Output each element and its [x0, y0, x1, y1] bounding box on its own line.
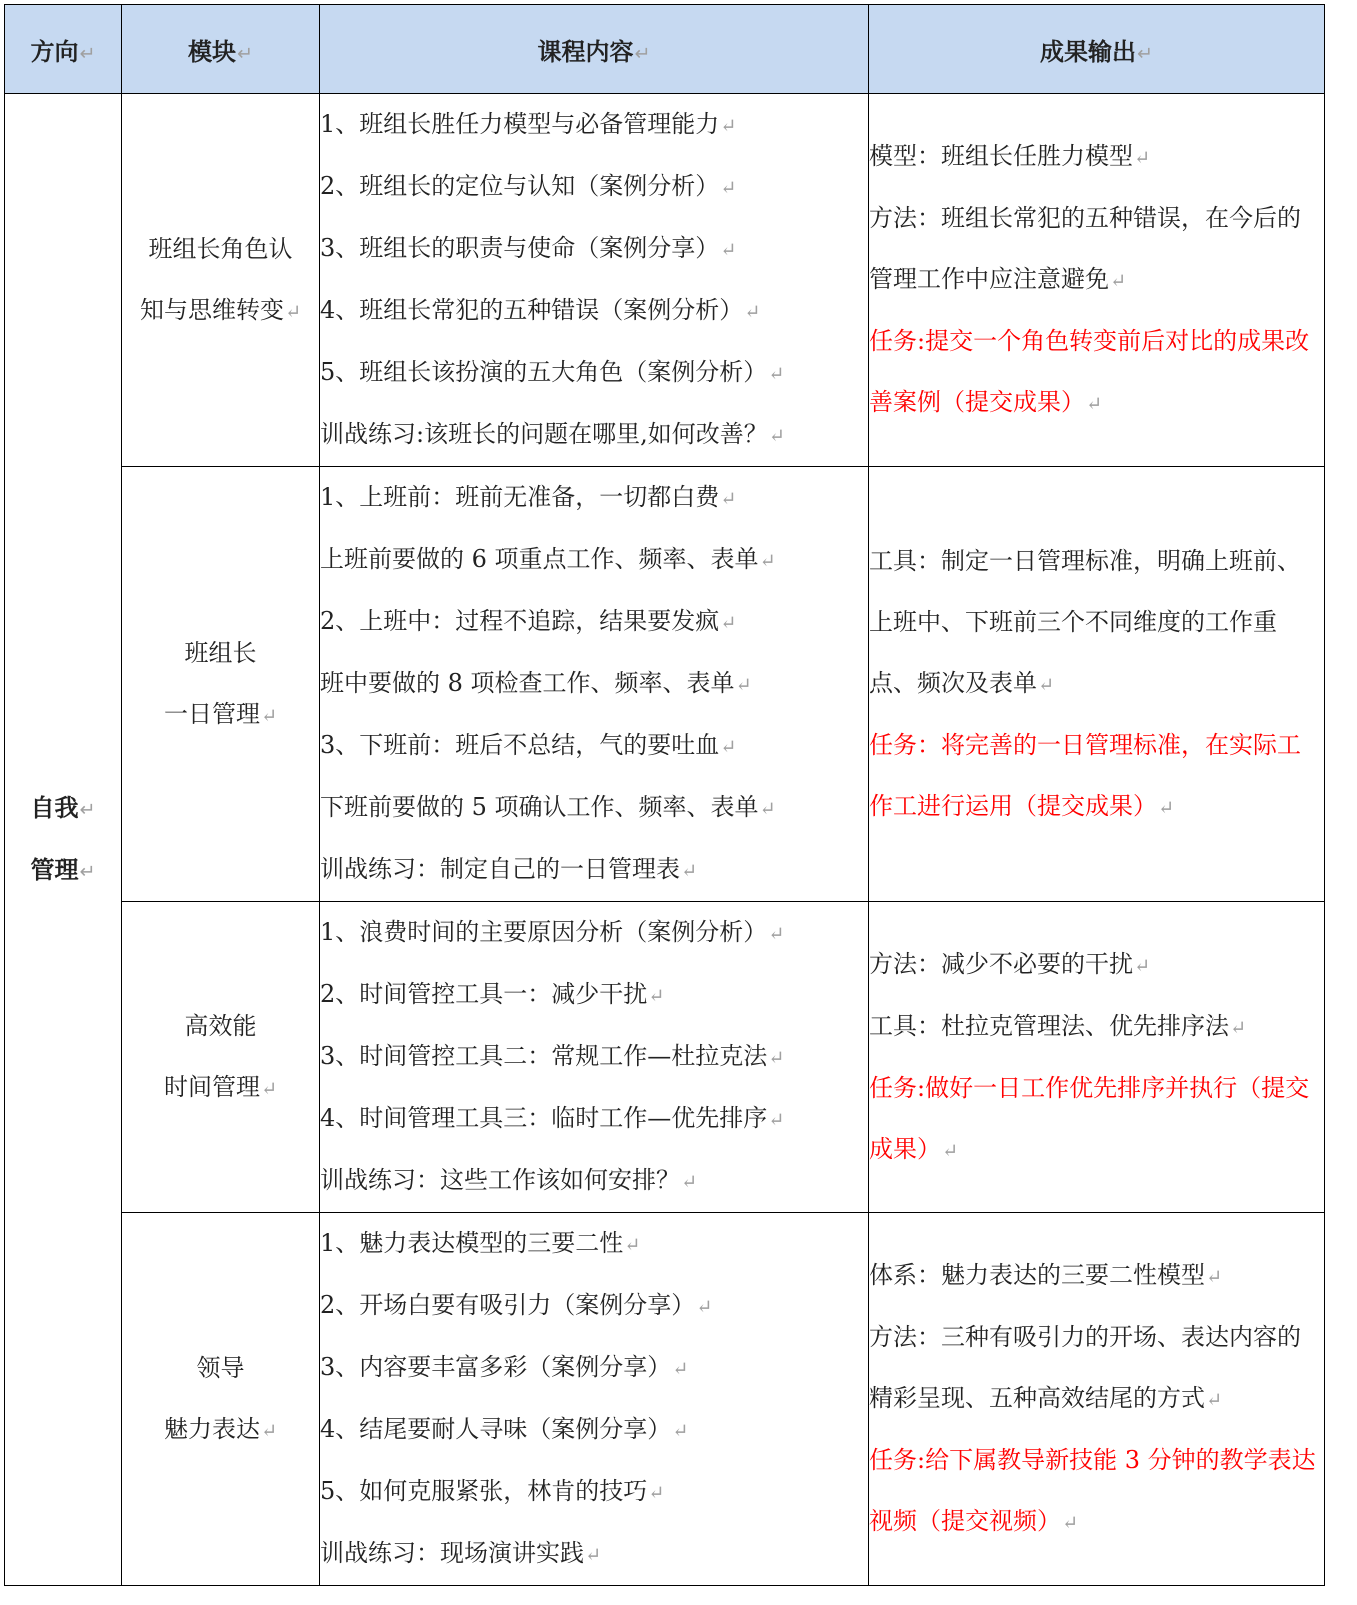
paragraph-mark-icon: ↵ — [720, 487, 737, 510]
paragraph-mark-icon: ↵ — [720, 114, 737, 137]
paragraph-mark-icon: ↵ — [1086, 392, 1103, 415]
paragraph-mark-icon: ↵ — [1206, 1388, 1223, 1411]
table-row — [5, 467, 1325, 902]
module-text: 时间管理↵ — [163, 1072, 278, 1101]
paragraph-mark-icon: ↵ — [768, 424, 785, 447]
content-line: 1、上班前：班前无准备，一切都白费↵ — [320, 483, 737, 511]
module-text: 魅力表达↵ — [163, 1414, 278, 1443]
content-line: 2、时间管控工具一：减少干扰↵ — [320, 980, 665, 1008]
paragraph-mark-icon: ↵ — [672, 1419, 689, 1442]
paragraph-mark-icon: ↵ — [1134, 953, 1151, 977]
paragraph-mark-icon: ↵ — [260, 703, 278, 727]
content-line: 2、班组长的定位与认知（案例分析）↵ — [320, 172, 737, 200]
header-output: 成果输出↵ — [869, 5, 1325, 94]
paragraph-mark-icon: ↵ — [942, 1138, 959, 1162]
table-row — [5, 1213, 1325, 1586]
paragraph-mark-icon: ↵ — [696, 1295, 713, 1318]
content-line: 3、时间管控工具二：常规工作—杜拉克法↵ — [320, 1042, 785, 1070]
content-cell — [320, 94, 869, 467]
output-line: 模型：班组长任胜力模型↵ — [869, 142, 1151, 170]
paragraph-mark-icon: ↵ — [1206, 1265, 1223, 1288]
content-line: 训战练习：这些工作该如何安排？↵ — [320, 1166, 698, 1194]
module-cell — [122, 1213, 320, 1586]
output-line: 工具：杜拉克管理法、优先排序法↵ — [869, 1011, 1247, 1040]
table-row — [5, 94, 1325, 467]
output-task-line: 任务：将完善的一日管理标准，在实际工作工进行运用（提交成果）↵ — [869, 730, 1301, 820]
paragraph-mark-icon: ↵ — [260, 1076, 278, 1100]
paragraph-mark-icon: ↵ — [79, 797, 96, 821]
output-line: 方法：三种有吸引力的开场、表达内容的精彩呈现、五种高效结尾的方式↵ — [869, 1323, 1301, 1412]
paragraph-mark-icon: ↵ — [720, 611, 737, 634]
content-line: 1、魅力表达模型的三要二性↵ — [320, 1229, 641, 1257]
paragraph-mark-icon: ↵ — [624, 1233, 641, 1256]
paragraph-mark-icon: ↵ — [1230, 1015, 1247, 1039]
direction-cell — [5, 94, 122, 1586]
content-line: 4、班组长常犯的五种错误（案例分析）↵ — [320, 296, 761, 324]
content-cell — [320, 902, 869, 1213]
paragraph-mark-icon: ↵ — [1136, 41, 1154, 65]
content-line: 训战练习：制定自己的一日管理表↵ — [320, 855, 698, 883]
paragraph-mark-icon: ↵ — [260, 1418, 278, 1442]
paragraph-mark-icon: ↵ — [681, 859, 698, 882]
module-text: 班组长 — [184, 638, 257, 667]
paragraph-mark-icon: ↵ — [1038, 672, 1055, 696]
output-line: 方法：减少不必要的干扰↵ — [869, 949, 1151, 978]
paragraph-mark-icon: ↵ — [720, 238, 737, 261]
content-line: 4、结尾要耐人寻味（案例分享）↵ — [320, 1415, 689, 1443]
content-cell — [320, 467, 869, 902]
direction-text: 管理↵ — [30, 855, 96, 884]
paragraph-mark-icon: ↵ — [768, 922, 785, 945]
output-cell — [869, 902, 1325, 1213]
content-line: 3、下班前：班后不总结，气的要吐血↵ — [320, 731, 737, 759]
content-line: 3、班组长的职责与使命（案例分享）↵ — [320, 234, 737, 262]
module-cell — [122, 902, 320, 1213]
direction-text: 自我↵ — [30, 793, 96, 822]
module-text: 领导 — [196, 1353, 245, 1382]
module-text: 班组长角色认 — [148, 234, 293, 263]
content-line: 班中要做的 8 项检查工作、频率、表单↵ — [320, 669, 752, 697]
paragraph-mark-icon: ↵ — [735, 673, 752, 696]
paragraph-mark-icon: ↵ — [720, 735, 737, 758]
output-line: 工具：制定一日管理标准，明确上班前、上班中、下班前三个不同维度的工作重点、频次及表单↵ — [869, 546, 1301, 697]
paragraph-mark-icon: ↵ — [634, 41, 651, 65]
course-table — [4, 4, 1325, 1586]
content-line: 2、开场白要有吸引力（案例分享）↵ — [320, 1291, 713, 1319]
paragraph-mark-icon: ↵ — [759, 549, 776, 572]
output-line: 体系：魅力表达的三要二性模型↵ — [869, 1261, 1223, 1289]
content-line: 上班前要做的 6 项重点工作、频率、表单↵ — [320, 545, 776, 573]
paragraph-mark-icon: ↵ — [1062, 1511, 1079, 1534]
content-line: 3、内容要丰富多彩（案例分享）↵ — [320, 1353, 689, 1381]
module-cell — [122, 467, 320, 902]
paragraph-mark-icon: ↵ — [720, 176, 737, 199]
paragraph-mark-icon: ↵ — [1158, 795, 1175, 819]
paragraph-mark-icon: ↵ — [768, 1108, 785, 1131]
paragraph-mark-icon: ↵ — [681, 1170, 698, 1193]
paragraph-mark-icon: ↵ — [768, 362, 785, 385]
content-line: 5、班组长该扮演的五大角色（案例分析）↵ — [320, 358, 785, 386]
paragraph-mark-icon: ↵ — [284, 299, 302, 323]
module-text: 高效能 — [184, 1011, 257, 1040]
output-cell — [869, 1213, 1325, 1586]
paragraph-mark-icon: ↵ — [79, 41, 96, 65]
content-line: 1、班组长胜任力模型与必备管理能力↵ — [320, 110, 737, 138]
header-content: 课程内容↵ — [320, 5, 869, 94]
paragraph-mark-icon: ↵ — [759, 797, 776, 820]
output-task-line: 任务:给下属教导新技能 3 分钟的教学表达视频（提交视频）↵ — [869, 1446, 1316, 1535]
header-module: 模块↵ — [122, 5, 320, 94]
content-line: 训战练习:该班长的问题在哪里,如何改善？↵ — [320, 420, 785, 448]
paragraph-mark-icon: ↵ — [1134, 146, 1151, 169]
paragraph-mark-icon: ↵ — [236, 41, 254, 65]
module-cell — [122, 94, 320, 467]
paragraph-mark-icon: ↵ — [744, 300, 761, 323]
output-line: 方法：班组长常犯的五种错误，在今后的管理工作中应注意避免↵ — [869, 204, 1301, 293]
content-line: 训战练习：现场演讲实践↵ — [320, 1539, 602, 1567]
content-line: 5、如何克服紧张，林肯的技巧↵ — [320, 1477, 665, 1505]
paragraph-mark-icon: ↵ — [1110, 269, 1127, 292]
output-task-line: 任务:做好一日工作优先排序并执行（提交成果）↵ — [869, 1073, 1310, 1163]
content-line: 1、浪费时间的主要原因分析（案例分析）↵ — [320, 918, 785, 946]
content-line: 2、上班中：过程不追踪，结果要发疯↵ — [320, 607, 737, 635]
output-cell — [869, 94, 1325, 467]
module-text: 一日管理↵ — [163, 699, 278, 728]
header-row — [5, 5, 1325, 94]
content-line: 4、时间管理工具三：临时工作—优先排序↵ — [320, 1104, 785, 1132]
module-text: 知与思维转变↵ — [139, 295, 302, 324]
content-cell — [320, 1213, 869, 1586]
paragraph-mark-icon: ↵ — [648, 1481, 665, 1504]
paragraph-mark-icon: ↵ — [768, 1046, 785, 1069]
paragraph-mark-icon: ↵ — [672, 1357, 689, 1380]
paragraph-mark-icon: ↵ — [648, 984, 665, 1007]
output-task-line: 任务:提交一个角色转变前后对比的成果改善案例（提交成果）↵ — [869, 327, 1310, 416]
content-line: 下班前要做的 5 项确认工作、频率、表单↵ — [320, 793, 776, 821]
header-direction: 方向↵ — [5, 5, 122, 94]
table-row — [5, 902, 1325, 1213]
paragraph-mark-icon: ↵ — [585, 1543, 602, 1566]
output-cell — [869, 467, 1325, 902]
paragraph-mark-icon: ↵ — [79, 859, 96, 883]
